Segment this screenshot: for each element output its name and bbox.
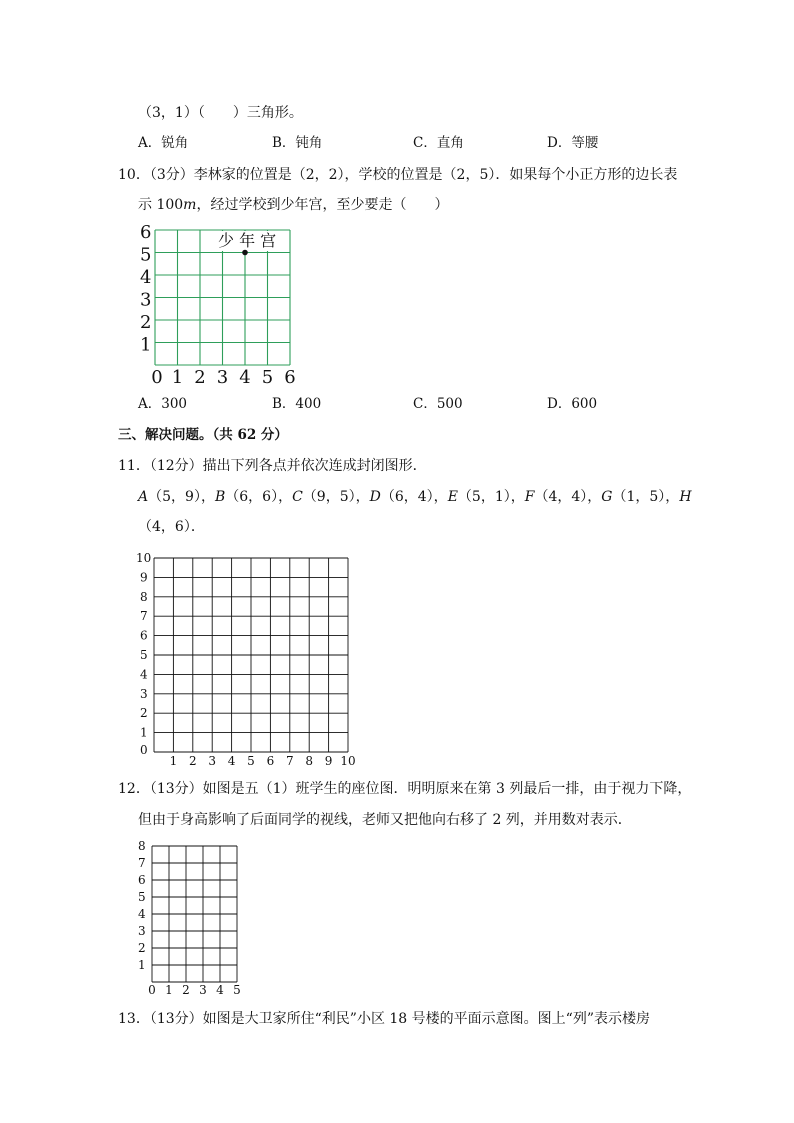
q10-x-label: 2: [194, 367, 206, 388]
q10-y-label: 4: [140, 267, 152, 288]
q12-y-label: 8: [138, 839, 146, 853]
q11-x-label: 10: [340, 754, 356, 768]
q12-x-label: 0: [148, 983, 156, 997]
q12-stem-line1: 12．（13分）如图是五（1）班学生的座位图．明明原来在第 3 列最后一排，由于视力下降，: [118, 781, 692, 797]
q10-y-axis-labels: [140, 222, 151, 356]
q10-stem-text-end: ，经过学校到少年宫，至少要走（ ）: [196, 197, 449, 213]
q10-option-d[interactable]: D．600: [547, 396, 598, 412]
q10-stem-text: 示 100: [138, 197, 184, 213]
q12-y-axis-labels: [138, 839, 146, 972]
q10-x-label: 4: [239, 367, 251, 388]
q11-point-name: B: [214, 489, 226, 505]
q11-x-label: 6: [266, 754, 275, 768]
q12-x-label: 1: [165, 983, 173, 997]
q10-stem-line2: [138, 196, 448, 214]
q11-y-label: 0: [140, 743, 148, 757]
q9-stem-tail: （3，1）（ ）三角形。: [138, 105, 303, 121]
q12-y-label: 1: [138, 958, 146, 972]
q11-points-line: [138, 488, 692, 506]
q11-x-label: 9: [324, 754, 333, 768]
q11-stem-line1: 11．（12分）描出下列各点并依次连成封闭图形．: [118, 458, 427, 474]
q10-option-c[interactable]: C．500: [413, 396, 463, 412]
section-3-title: 三、解决问题。（共 62 分）: [118, 427, 288, 443]
q11-x-label: 3: [208, 754, 217, 768]
q11-point-coord: （5，1），: [457, 489, 525, 505]
q11-point-name: G: [601, 489, 613, 505]
q11-x-label: 2: [188, 754, 197, 768]
q10-place-point: [242, 250, 248, 256]
q11-y-label: 5: [140, 648, 148, 662]
q11-x-label: 7: [285, 754, 294, 768]
q12-grid: [152, 846, 237, 982]
q11-x-label: 5: [247, 754, 255, 768]
q11-point-name: F: [524, 489, 535, 505]
q11-grid-figure: [134, 549, 358, 767]
q10-x-axis-labels: [151, 367, 295, 388]
q10-x-label: 3: [216, 367, 229, 388]
q10-y-label: 5: [140, 244, 152, 266]
q10-place-label: 少 年 宫: [218, 231, 277, 250]
q12-x-label: 5: [233, 983, 241, 997]
q11-point-name: E: [447, 489, 458, 505]
q10-x-label: 1: [171, 367, 184, 388]
q10-y-label: 1: [140, 334, 152, 356]
q11-point-coord: （5，9），: [148, 489, 215, 505]
q12-y-label: 7: [138, 856, 146, 870]
q11-point-coord: （9，5），: [302, 489, 370, 505]
q11-x-axis-labels: [170, 754, 356, 768]
q12-stem-line2: 但由于身高影响了后面同学的视线，老师又把他向右移了 2 列，并用数对表示．: [138, 812, 632, 828]
q12-y-label: 5: [138, 890, 146, 904]
q9-option-d[interactable]: D．等腰: [547, 135, 599, 151]
q11-x-label: 4: [227, 754, 236, 768]
q11-points-line2: （4，6）．: [138, 519, 205, 535]
q11-point-coord: （4，4），: [534, 489, 602, 505]
q11-point-name: D: [369, 489, 381, 505]
q11-y-label: 8: [140, 589, 148, 604]
q11-x-label: 1: [169, 754, 178, 768]
q9-option-c[interactable]: C．直角: [413, 135, 464, 151]
q10-y-label: 3: [140, 289, 152, 311]
q10-stem-line1: 10．（3分）李林家的位置是（2，2），学校的位置是（2，5）．如果每个小正方形的边长表: [118, 167, 678, 183]
q11-point-name: C: [292, 489, 303, 505]
q12-y-label: 6: [138, 873, 146, 887]
q11-point-coord: （6，6），: [225, 489, 293, 505]
q11-point-coord: （1，5），: [612, 489, 680, 505]
q11-x-label: 8: [305, 754, 314, 768]
q10-y-label: 6: [140, 222, 152, 243]
q10-option-a[interactable]: A．300: [138, 396, 188, 412]
q10-x-label: 5: [261, 367, 274, 388]
q11-y-label: 4: [140, 667, 148, 682]
q11-grid: [154, 558, 348, 752]
q11-point-name: H: [679, 489, 692, 505]
q11-y-label: 6: [140, 628, 148, 643]
q12-seating-figure: [134, 839, 244, 997]
q11-point-coord: （6，4），: [380, 489, 448, 505]
q12-x-label: 2: [182, 983, 190, 997]
q11-point-name: A: [138, 489, 149, 505]
q12-x-axis-labels: [148, 983, 241, 997]
q9-option-b[interactable]: B．钝角: [272, 135, 323, 151]
q12-x-label: 4: [216, 983, 224, 997]
q10-x-label: 6: [284, 367, 296, 388]
q11-y-label: 9: [140, 570, 148, 585]
q10-unit: m: [183, 197, 197, 213]
q12-y-label: 3: [138, 924, 146, 938]
q11-y-label: 3: [140, 686, 148, 701]
q9-option-a[interactable]: A．锐角: [138, 135, 189, 151]
q12-x-label: 3: [199, 983, 207, 997]
q11-y-label: 10: [136, 551, 152, 565]
q10-option-b[interactable]: B．400: [272, 396, 322, 412]
q10-x-label: 0: [151, 367, 163, 388]
q11-y-label: 2: [140, 706, 148, 721]
q10-map-figure: [140, 222, 310, 387]
q13-stem-line1: 13．（13分）如图是大卫家所住“利民”小区 18 号楼的平面示意图。图上“列”表示楼房: [118, 1011, 650, 1027]
q11-y-axis-labels: [136, 551, 151, 757]
q10-y-label: 2: [140, 312, 152, 333]
q12-y-label: 2: [138, 941, 146, 955]
q12-y-label: 4: [138, 907, 146, 921]
q11-y-label: 7: [140, 609, 148, 624]
q11-y-label: 1: [140, 725, 148, 740]
